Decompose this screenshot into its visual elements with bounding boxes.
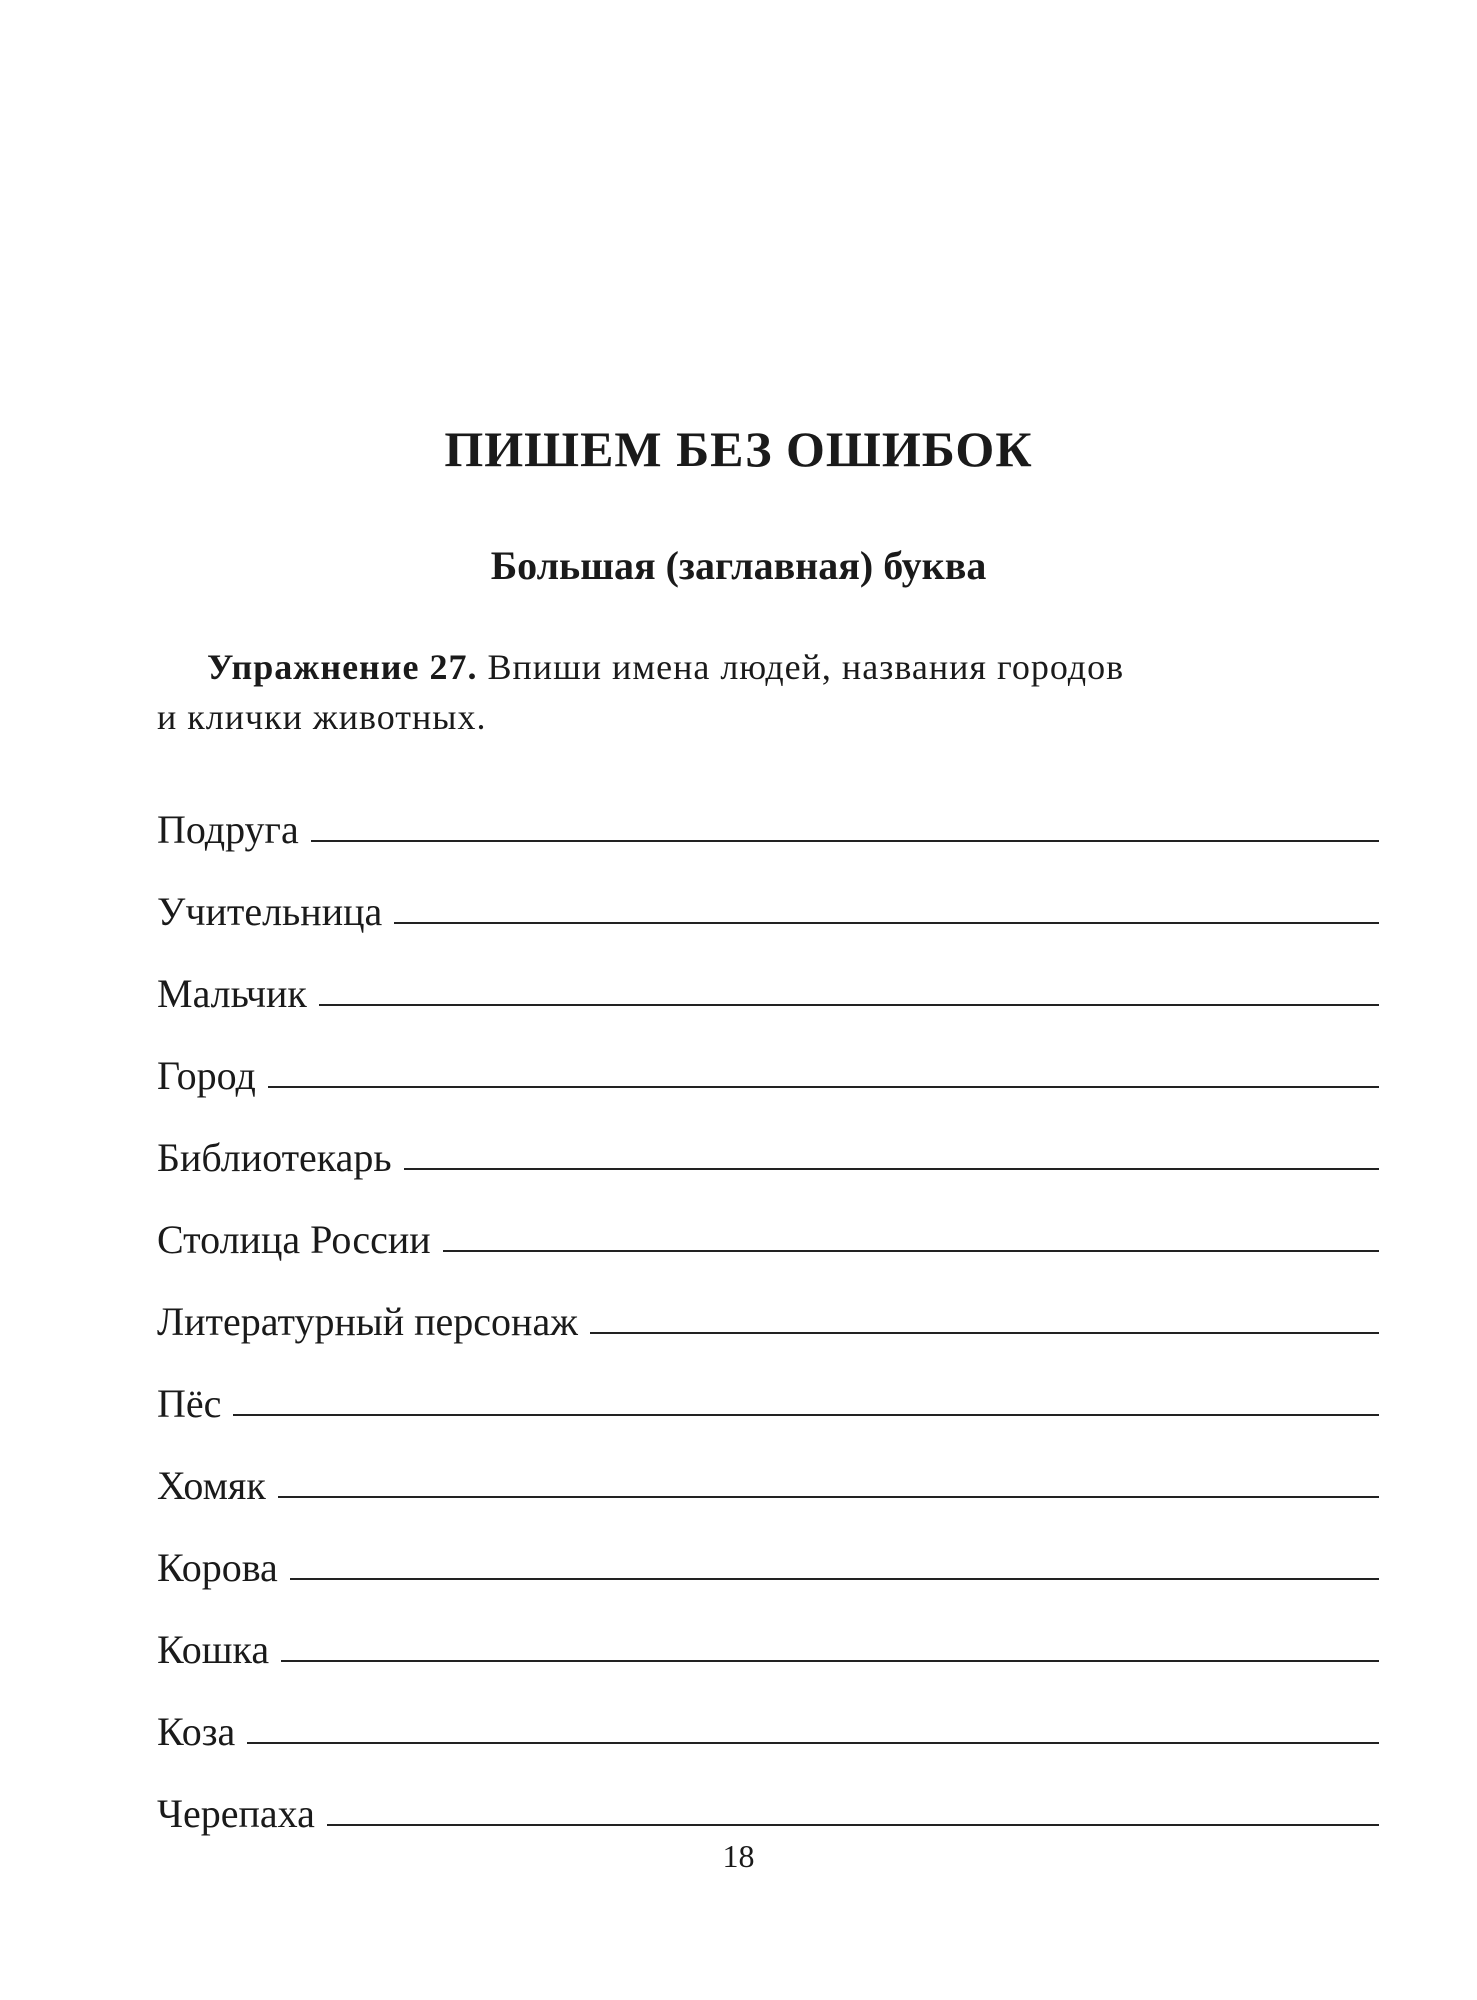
exercise-text-line2: и клички животных.	[157, 697, 487, 737]
page-number: 18	[722, 1838, 755, 1874]
field-label: Корова	[157, 1545, 278, 1590]
field-label: Библиотекарь	[157, 1135, 392, 1180]
answer-row	[157, 1508, 1379, 1590]
exercise-label: Упражнение 27.	[207, 647, 478, 687]
answer-fields	[157, 770, 1379, 1836]
answer-line[interactable]	[268, 1085, 1379, 1088]
answer-row	[157, 934, 1379, 1016]
answer-line[interactable]	[590, 1331, 1379, 1334]
answer-row	[157, 1426, 1379, 1508]
answer-line[interactable]	[311, 839, 1379, 842]
answer-line[interactable]	[290, 1577, 1379, 1580]
answer-row	[157, 1672, 1379, 1754]
field-label: Кошка	[157, 1627, 270, 1672]
exercise-text-line1: Впиши имена людей, названия городов	[487, 647, 1125, 687]
answer-row	[157, 1098, 1379, 1180]
answer-row	[157, 1344, 1379, 1426]
answer-row	[157, 1016, 1379, 1098]
answer-line[interactable]	[327, 1823, 1379, 1826]
field-label: Мальчик	[157, 971, 307, 1016]
answer-line[interactable]	[319, 1003, 1379, 1006]
answer-line[interactable]	[247, 1741, 1379, 1744]
answer-row	[157, 1262, 1379, 1344]
answer-line[interactable]	[404, 1167, 1379, 1170]
answer-line[interactable]	[281, 1659, 1379, 1662]
answer-row	[157, 852, 1379, 934]
section-subtitle: Большая (заглавная) буква	[490, 543, 987, 588]
answer-row	[157, 1590, 1379, 1672]
field-label: Пёс	[157, 1381, 222, 1426]
field-label: Город	[157, 1053, 256, 1098]
field-label: Учительница	[157, 889, 383, 934]
answer-line[interactable]	[443, 1249, 1379, 1252]
answer-line[interactable]	[278, 1495, 1379, 1498]
answer-row	[157, 1754, 1379, 1836]
field-label: Столица России	[157, 1217, 431, 1262]
answer-line[interactable]	[233, 1413, 1379, 1416]
answer-row	[157, 770, 1379, 852]
field-label: Коза	[157, 1709, 236, 1754]
page-title: ПИШЕМ БЕЗ ОШИБОК	[444, 421, 1033, 477]
field-label: Черепаха	[157, 1791, 315, 1836]
field-label: Литературный персонаж	[157, 1299, 578, 1344]
exercise-instruction	[157, 642, 1377, 742]
field-label: Хомяк	[157, 1463, 266, 1508]
answer-row	[157, 1180, 1379, 1262]
field-label: Подруга	[157, 807, 299, 852]
answer-line[interactable]	[394, 921, 1379, 924]
